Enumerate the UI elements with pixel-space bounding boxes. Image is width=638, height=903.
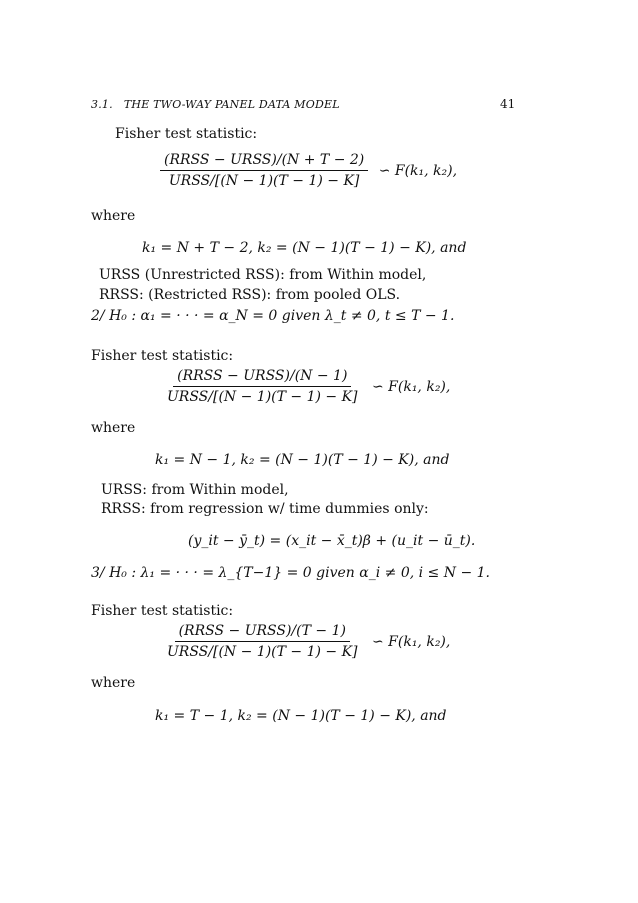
section-title: THE TWO-WAY PANEL DATA MODEL <box>123 98 340 111</box>
fraction-2 <box>163 368 362 405</box>
rrss-definition-1: RRSS: (Restricted RSS): from pooled OLS. <box>99 287 401 303</box>
rrss-definition-2: RRSS: from regression w/ time dummies only: <box>101 501 429 517</box>
where-3: where <box>91 675 136 691</box>
where-2: where <box>91 420 136 436</box>
urss-definition-1: URSS (Unrestricted RSS): from Within model, <box>99 267 427 283</box>
within-regression-equation: (y_it − ȳ_t) = (x_it − x̄_t)β + (u_it − ū_t). <box>188 533 476 549</box>
where-1: where <box>91 208 136 224</box>
page-number: 41 <box>500 97 516 111</box>
fraction-3 <box>163 623 362 660</box>
numerator-1: (RRSS − URSS)/(N + T − 2) <box>160 152 368 171</box>
section-number: 3.1. <box>91 98 113 111</box>
distribution-1: ∽ F(k₁, k₂), <box>378 162 458 179</box>
numerator-2: (RRSS − URSS)/(N − 1) <box>173 368 351 387</box>
k-definitions-3: k₁ = T − 1, k₂ = (N − 1)(T − 1) − K), and <box>155 708 447 724</box>
urss-definition-2: URSS: from Within model, <box>101 482 289 498</box>
denominator-1: URSS/[(N − 1)(T − 1) − K] <box>168 173 360 189</box>
fisher-label-3: Fisher test statistic: <box>91 603 234 619</box>
distribution-3: ∽ F(k₁, k₂), <box>371 633 451 650</box>
fisher-label-1: Fisher test statistic: <box>115 126 258 142</box>
hypothesis-2: 2/ H₀ : α₁ = · · · = α_N = 0 given λ_t ≠ 0, t ≤ T − 1. <box>91 308 455 324</box>
fisher-formula-2 <box>163 368 450 405</box>
fisher-formula-1 <box>160 152 457 189</box>
denominator-3: URSS/[(N − 1)(T − 1) − K] <box>167 644 358 660</box>
fisher-label-2: Fisher test statistic: <box>91 348 234 364</box>
denominator-2: URSS/[(N − 1)(T − 1) − K] <box>167 389 358 405</box>
k-definitions-1: k₁ = N + T − 2, k₂ = (N − 1)(T − 1) − K), and <box>142 240 467 256</box>
running-header <box>91 98 340 111</box>
fraction-1 <box>160 152 368 189</box>
numerator-3: (RRSS − URSS)/(T − 1) <box>175 623 350 642</box>
fisher-formula-3 <box>163 623 450 660</box>
k-definitions-2: k₁ = N − 1, k₂ = (N − 1)(T − 1) − K), and <box>155 452 450 468</box>
distribution-2: ∽ F(k₁, k₂), <box>371 378 451 395</box>
hypothesis-3: 3/ H₀ : λ₁ = · · · = λ_{T−1} = 0 given α_i ≠ 0, i ≤ N − 1. <box>91 565 490 581</box>
